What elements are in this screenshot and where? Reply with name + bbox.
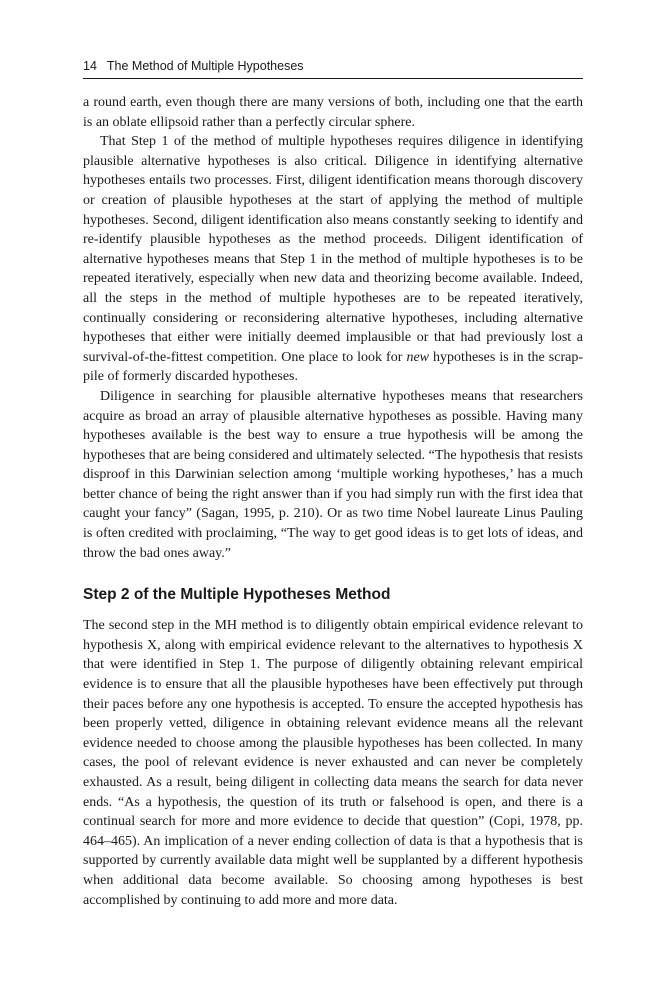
paragraph-text: That Step 1 of the method of multiple hypotheses requires diligence in identifying plausible alternative hypotheses is also critical. Diligence in identifying alternative hypotheses entails two processes. First, diligent identification means thorough discovery or creation of plausible hypotheses at the start of applying the method of multiple hypotheses. Second, diligent identification also means constantly seeking to identify and re-identify plausible hypotheses as the method proceeds. Diligent identification of alternative hypotheses means that Step 1 in the method of multiple hypotheses is to be repeated iteratively, especially when new data and theorizing become available. Indeed, all the steps in the method of multiple hypotheses are to be repeated iteratively, continually considering or reconsidering alternative hypotheses, including alternative hypotheses that either were initially deemed implausible or that had previously lost a survival-of-the-fittest competition. One place to look for	[83, 134, 583, 365]
running-head	[83, 58, 583, 79]
paragraph-step2: The second step in the MH method is to diligently obtain empirical evidence relevant to hypothesis X, along with empirical evidence relevant to the alternatives to hypothesis X that were identified in Step 1. The purpose of diligently obtaining relevant empirical evidence is to ensure that all the plausible hypotheses have been effectively put through their paces before any one hypothesis is accepted. To ensure the accepted hypothesis has been properly vetted, diligence in obtaining relevant evidence means all the relevant evidence needed to choose among the plausible hypotheses has been collected. In many cases, the pool of relevant evidence is never exhausted and can never be completely exhausted. As a result, being diligent in collecting data means the search for data never ends. “As a hypothesis, the question of its truth or falsehood is open, and there is a continual search for more and more evidence to decide that question” (Copi, 1978, pp. 464–465). An implication of a never ending collection of data is that a hypothesis that is supported by currently available data might well be supplanted by a different hypothesis when additional data become available. So choosing among hypotheses is best accomplished by continuing to add more and more data.	[83, 618, 583, 908]
section-heading: Step 2 of the Multiple Hypotheses Method	[83, 586, 391, 604]
body-text	[83, 93, 583, 910]
page	[83, 58, 583, 910]
emphasis-text: new	[406, 349, 429, 365]
paragraph-continued: a round earth, even though there are many versions of both, including one that the earth is an oblate ellipsoid rather than a perfectly circular sphere.	[83, 95, 583, 130]
paragraph-searching-hypotheses: Diligence in searching for plausible alternative hypotheses means that researchers acquire as broad an array of plausible alternative hypotheses as possible. Having many hypotheses available is the best way to ensure a true hypothesis will be among the hypotheses that are being considered and ultimately selected. “The hypothesis that resists disproof in this Darwinian selection among ‘multiple working hypotheses,’ has a much better chance of being the right answer than if you had simply run with the first idea that caught your fancy” (Sagan, 1995, p. 210). Or as two time Nobel laureate Linus Pauling is often credited with proclaiming, “The way to get good ideas is to get lots of ideas, and throw the bad ones away.”	[83, 388, 583, 561]
paragraph-text: hypotheses is in the scrap-pile of formerly discarded hypotheses.	[83, 349, 583, 385]
page-number: 14	[83, 59, 97, 73]
running-head-title: The Method of Multiple Hypotheses	[106, 59, 304, 73]
paragraph-step1-diligence	[83, 132, 583, 387]
